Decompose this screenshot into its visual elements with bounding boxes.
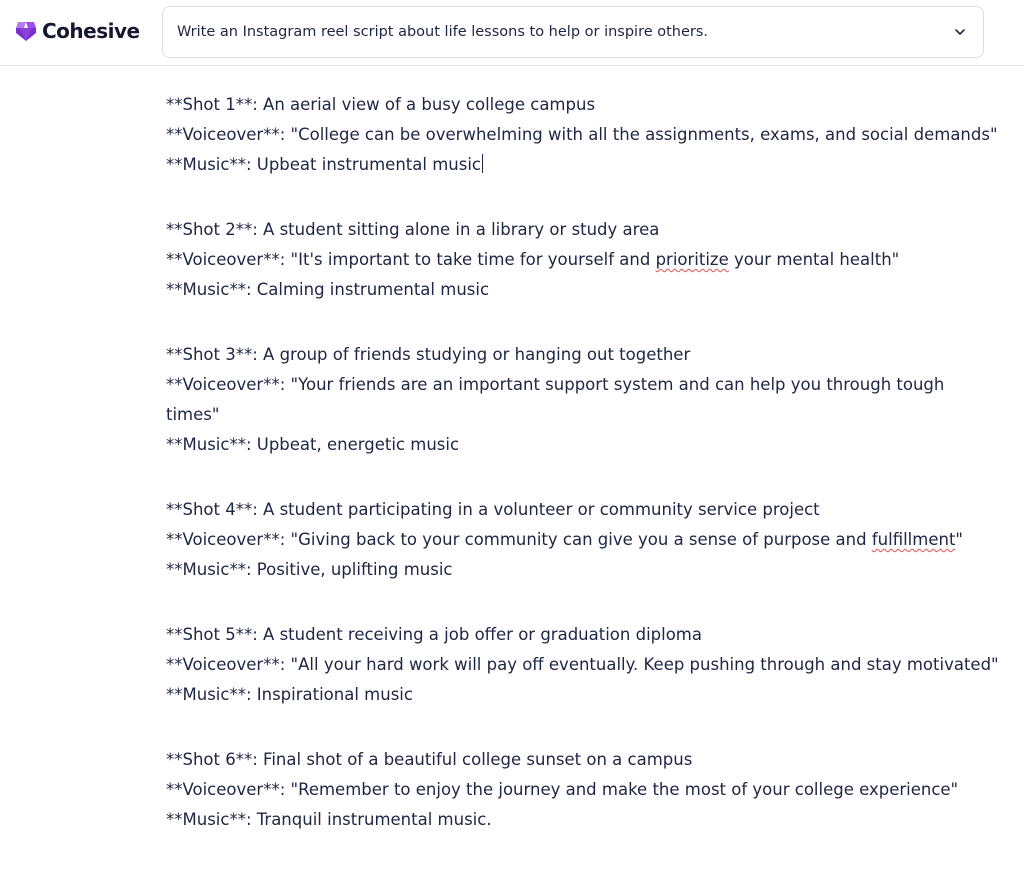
shot-description: : An aerial view of a busy college campus [252, 95, 596, 114]
voiceover-label: **Voiceover** [166, 375, 280, 394]
shot-label: **Shot 1** [166, 95, 253, 114]
shot-line [166, 495, 996, 525]
voiceover-line [166, 525, 996, 555]
text-cursor [482, 154, 483, 173]
shot-line [166, 745, 996, 775]
shot-block-4 [166, 495, 996, 585]
voiceover-text: : "Giving back to your community can give you a sense of purpose and [279, 530, 872, 549]
shot-description: : A group of friends studying or hanging out together [252, 345, 691, 364]
shot-label: **Shot 2** [166, 220, 253, 239]
music-text: : Calming instrumental music [245, 280, 490, 299]
chevron-down-icon[interactable] [953, 25, 967, 39]
prompt-dropdown[interactable] [162, 6, 984, 58]
music-text: : Upbeat instrumental music [245, 155, 481, 174]
voiceover-label: **Voiceover** [166, 530, 280, 549]
music-line [166, 680, 996, 710]
music-text: : Tranquil instrumental music. [245, 810, 492, 829]
shot-description: : A student participating in a volunteer or community service project [252, 500, 820, 519]
music-line [166, 430, 996, 460]
voiceover-text: : "All your hard work will pay off eventually. Keep pushing through and stay motivated" [279, 655, 999, 674]
voiceover-text: : "Your friends are an important support system and can help you through tough [279, 375, 945, 394]
music-label: **Music** [166, 560, 246, 579]
voiceover-label: **Voiceover** [166, 655, 280, 674]
spellcheck-flagged-word[interactable]: fulfillment [871, 530, 956, 549]
voiceover-text: : "Remember to enjoy the journey and make the most of your college experience" [279, 780, 959, 799]
music-text: : Positive, uplifting music [245, 560, 453, 579]
music-line [166, 275, 996, 305]
shot-line [166, 340, 996, 370]
voiceover-line [166, 650, 999, 680]
music-line [166, 805, 996, 835]
music-line [166, 555, 996, 585]
voiceover-label: **Voiceover** [166, 250, 280, 269]
shot-line [166, 90, 996, 120]
music-label: **Music** [166, 685, 246, 704]
shot-label: **Shot 6** [166, 750, 253, 769]
shot-label: **Shot 5** [166, 625, 253, 644]
music-label: **Music** [166, 280, 246, 299]
shot-description: : A student receiving a job offer or graduation diploma [252, 625, 702, 644]
music-label: **Music** [166, 435, 246, 454]
voiceover-label: **Voiceover** [166, 125, 280, 144]
shot-description: : Final shot of a beautiful college sunset on a campus [252, 750, 693, 769]
music-line [166, 150, 996, 180]
shot-label: **Shot 4** [166, 500, 253, 519]
shot-description: : A student sitting alone in a library or study area [252, 220, 660, 239]
prompt-dropdown-value: Write an Instagram reel script about life lessons to help or inspire others. [177, 24, 709, 40]
top-bar [0, 0, 1024, 66]
shot-block-6 [166, 745, 996, 835]
voiceover-text: : "It's important to take time for yourself and [279, 250, 656, 269]
voiceover-text-end: your mental health" [728, 250, 900, 269]
spellcheck-flagged-word[interactable]: prioritize [655, 250, 729, 269]
shot-block-2 [166, 215, 996, 305]
shot-block-1 [166, 90, 996, 180]
voiceover-line [166, 370, 996, 400]
shot-block-5 [166, 620, 999, 710]
voiceover-line [166, 120, 996, 150]
voiceover-line [166, 245, 996, 275]
voiceover-line [166, 775, 996, 805]
voiceover-text-end: " [955, 530, 964, 549]
shot-label: **Shot 3** [166, 345, 253, 364]
brand-name: Cohesive [42, 19, 140, 43]
script-editor[interactable] [166, 90, 999, 870]
cohesive-logo[interactable] [14, 16, 140, 46]
music-text: : Inspirational music [245, 685, 413, 704]
shot-line [166, 215, 996, 245]
music-text: : Upbeat, energetic music [245, 435, 460, 454]
shot-block-3 [166, 340, 996, 460]
shot-line [166, 620, 996, 650]
music-label: **Music** [166, 810, 246, 829]
music-label: **Music** [166, 155, 246, 174]
voiceover-text: : "College can be overwhelming with all the assignments, exams, and social demands" [279, 125, 998, 144]
voiceover-label: **Voiceover** [166, 780, 280, 799]
voiceover-line-continued: times" [166, 405, 220, 424]
cohesive-logo-icon [14, 19, 38, 43]
